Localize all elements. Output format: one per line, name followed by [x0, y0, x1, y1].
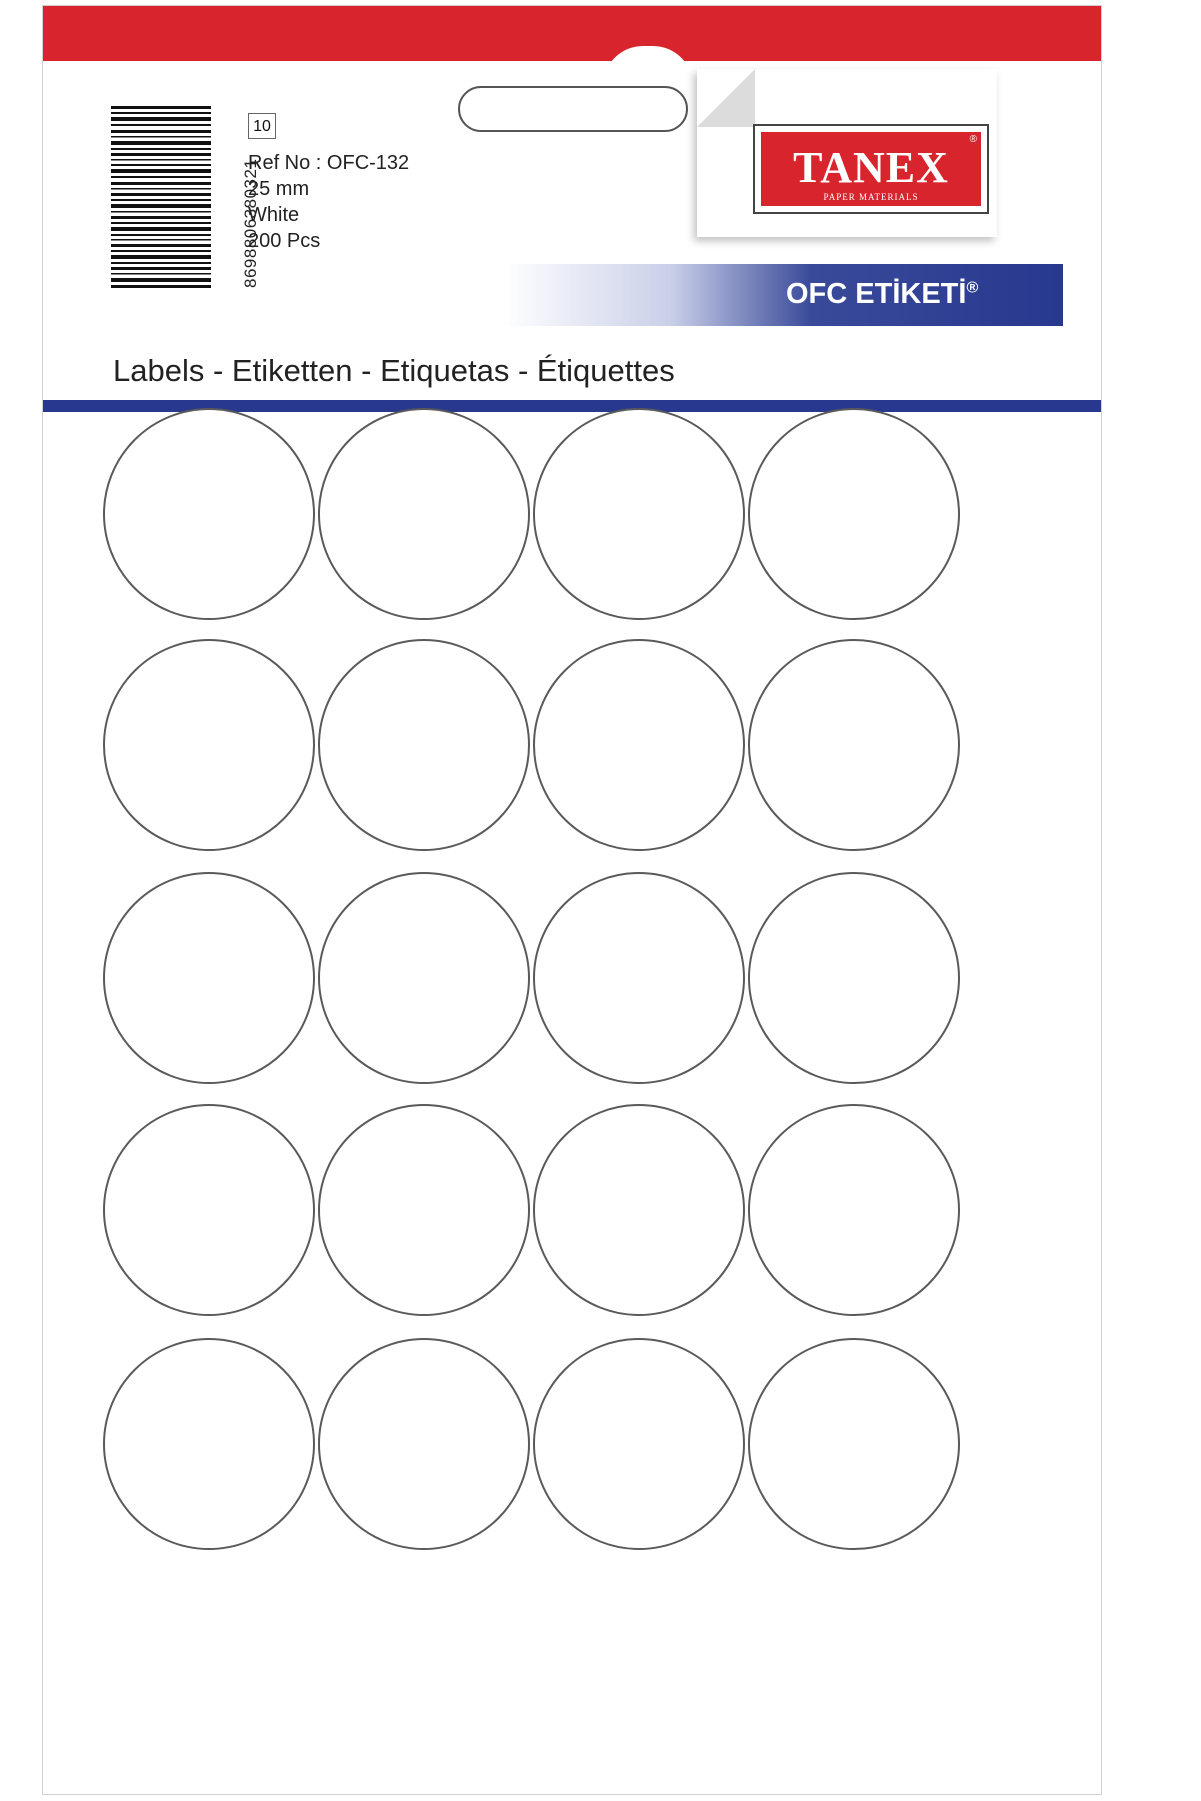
sticker-circle [318, 408, 530, 620]
sticker-circle [318, 1338, 530, 1550]
peeled-corner [697, 69, 755, 127]
pieces-text: 200 Pcs [248, 230, 321, 252]
series-reg-mark: ® [966, 279, 979, 297]
sticker-circle [533, 408, 745, 620]
sticker-circle [533, 639, 745, 851]
brand-name: TANEX [793, 143, 949, 192]
series-stripe [503, 264, 1063, 326]
color-text: White [248, 204, 300, 226]
sticker-circle [533, 872, 745, 1084]
sticker-circle [103, 1338, 315, 1550]
sticker-circle [318, 872, 530, 1084]
sticker-circle [103, 1104, 315, 1316]
sticker-circle [748, 408, 960, 620]
sticker-circle [318, 1104, 530, 1316]
barcode-number: 8698806380321 [241, 158, 260, 288]
size-text: 25 mm [248, 178, 310, 200]
sticker-circle [748, 872, 960, 1084]
sticker-circle [748, 1104, 960, 1316]
brand-tagline: PAPER MATERIALS [823, 192, 919, 202]
sticker-circle [103, 872, 315, 1084]
languages-line: Labels - Etiketten - Etiquetas - Étiquettes [113, 353, 675, 388]
sticker-circle [103, 408, 315, 620]
brand-logo [753, 124, 989, 214]
series-label: OFC ETİKETİ® [786, 278, 979, 310]
sticker-circle [533, 1104, 745, 1316]
sticker-circle [748, 639, 960, 851]
label-sheet [42, 5, 1102, 1795]
hang-hole [458, 86, 688, 132]
sticker-circle [533, 1338, 745, 1550]
top-red-band [43, 6, 1101, 61]
brand-reg-mark: ® [969, 134, 977, 145]
count-badge: 10 [248, 113, 276, 139]
barcode [111, 106, 211, 288]
sticker-circle [318, 639, 530, 851]
sticker-circle [748, 1338, 960, 1550]
ref-number: Ref No : OFC-132 [248, 152, 410, 174]
sticker-circle [103, 639, 315, 851]
